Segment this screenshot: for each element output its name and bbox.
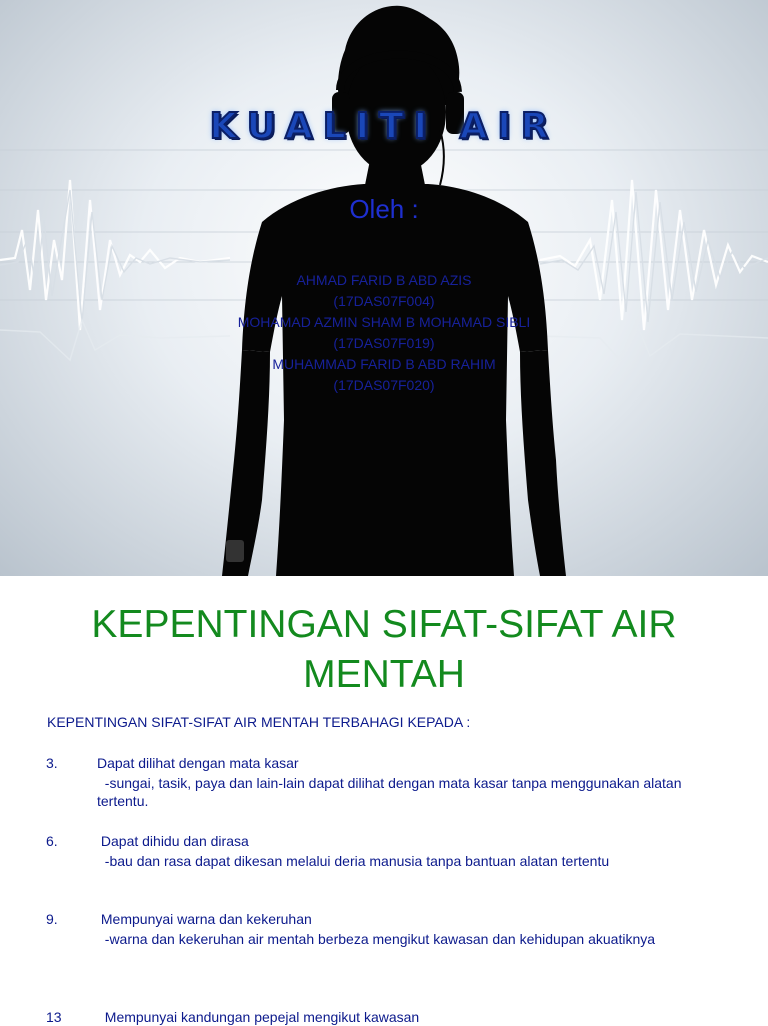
content-slide bbox=[0, 576, 768, 1024]
item-heading: Dapat dihidu dan dirasa bbox=[97, 833, 249, 849]
author-id: (17DAS07F004) bbox=[333, 293, 435, 309]
author-id: (17DAS07F020) bbox=[333, 377, 435, 393]
author-name: MOHAMAD AZMIN SHAM B MOHAMAD SIBLI bbox=[237, 314, 531, 330]
author-name: MUHAMMAD FARID B ABD RAHIM bbox=[272, 356, 496, 372]
item-description: -sungai, tasik, paya dan lain-lain dapat dilihat dengan mata kasar tanpa menggunakan alatan tertentu. bbox=[97, 775, 705, 809]
item-heading: Mempunyai warna dan kekeruhan bbox=[97, 911, 312, 927]
item-number: 9. bbox=[46, 911, 58, 927]
item-heading: Dapat dilihat dengan mata kasar bbox=[97, 755, 299, 771]
item-description: -warna dan kekeruhan air mentah berbeza mengikut kawasan dan kehidupan akuatiknya bbox=[97, 931, 656, 947]
author-name: AHMAD FARID B ABD AZIS bbox=[296, 272, 472, 288]
slide-title: KEPENTINGAN SIFAT-SIFAT AIR MENTAH bbox=[91, 603, 677, 696]
slide-intro: KEPENTINGAN SIFAT-SIFAT AIR MENTAH TERBAHAGI KEPADA : bbox=[47, 714, 471, 730]
by-label: Oleh : bbox=[349, 194, 419, 224]
item-heading: Mempunyai kandungan pepejal mengikut kawasan bbox=[97, 1009, 420, 1025]
item-number: 13 bbox=[46, 1009, 62, 1025]
author-id: (17DAS07F019) bbox=[333, 335, 435, 351]
author-list bbox=[0, 270, 768, 396]
item-number: 3. bbox=[46, 755, 58, 771]
item-number: 6. bbox=[46, 833, 58, 849]
presentation-title: KUALITI AIR bbox=[209, 106, 559, 147]
item-description: -bau dan rasa dapat dikesan melalui deria manusia tanpa bantuan alatan tertentu bbox=[97, 853, 610, 869]
